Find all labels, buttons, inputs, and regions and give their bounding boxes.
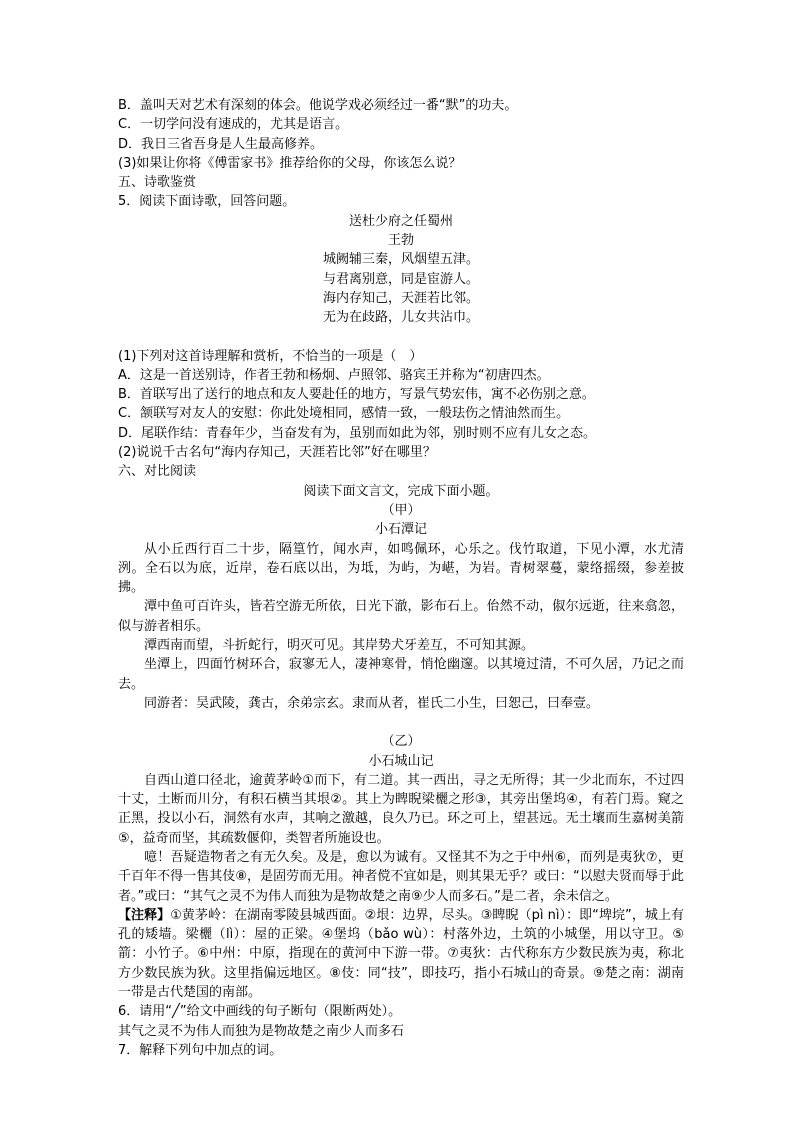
jia-paragraph: 坐潭上，四面竹树环合，寂寥无人，凄神寒骨，悄怆幽邃。以其境过清，不可久居，乃记之而去。 — [118, 657, 684, 692]
poem-author: 王勃 — [387, 233, 414, 249]
poem-line: 无为在歧路，儿女共沾巾。 — [322, 310, 479, 326]
reading-intro: 阅读下面文言文，完成下面小题。 — [303, 483, 499, 499]
jia-paragraph: 潭西南而望，斗折蛇行，明灭可见。其岸势犬牙差互，不可知其源。 — [144, 638, 535, 654]
spacer — [118, 328, 684, 347]
poem-option-b: B．首联写出了送行的地点和友人要赴任的地方，写景气势宏伟，寓不必伤别之意。 — [118, 387, 595, 403]
jia-paragraph: 从小丘西行百二十步，隔篁竹，闻水声，如鸣佩环，心乐之。伐竹取道，下见小潭，水尤清洌。全石以为底，近岸，卷石底以出，为坻，为屿，为嵁，为岩。青树翠蔓，蒙络摇缀，参差披拂。 — [118, 541, 684, 596]
notes-heading: 【注释】 — [118, 907, 171, 923]
option-d: D．我日三省吾身是人生最高修养。 — [118, 136, 324, 152]
section-five-heading: 五、诗歌鉴赏 — [118, 175, 197, 191]
question-6: 6．请用“╱”给文中画线的句子断句（限断两处）。 — [118, 1004, 402, 1020]
annotation-notes — [118, 906, 684, 1002]
question-7: 7．解释下列句中加点的词。 — [118, 1042, 283, 1058]
question-5-2: (2)说说千古名句“海内存知己，天涯若比邻”好在哪里？ — [118, 445, 436, 461]
text-jia-title: 小石潭记 — [374, 522, 427, 538]
section-six-heading: 六、对比阅读 — [118, 464, 197, 480]
question-6-sentence: 其气之灵不为伟人而独为是物故楚之南少人而多石 — [118, 1023, 405, 1039]
question-3: (3)如果让你将《傅雷家书》推荐给你的父母，你该怎么说？ — [118, 155, 462, 171]
poem-option-c: C．颔联写对友人的安慰：你此处境相同，感情一致，一般珐伤之情油然而生。 — [118, 406, 570, 422]
poem-line: 与君离别意，同是宦游人。 — [322, 271, 479, 287]
poem-line: 海内存知己，天涯若比邻。 — [322, 290, 479, 306]
yi-paragraph: 噫！吾疑造物者之有无久矣。及是，愈以为诚有。又怪其不为之于中州⑥，而列是夷狄⑦，更千百年不得一售其伎⑧，是固劳而无用。神者傥不宜如是，则其果无乎？或曰：“以慰夫贤而辱于此者。”或曰：“其气之灵不为伟人而独为是物故楚之南⑨少人而多石。”是二者，余未信之。 — [118, 849, 684, 904]
jia-paragraph: 同游者：吴武陵，龚古，余弟宗玄。隶而从者，崔氏二小生，曰恕己，曰奉壹。 — [144, 695, 600, 711]
option-c: C．一切学问没有速成的，尤其是语言。 — [118, 117, 349, 133]
text-jia-label: （甲） — [381, 502, 421, 518]
poem-option-a: A．这是一首送别诗，作者王勃和杨炯、卢照邻、骆宾王并称为“初唐四杰。 — [118, 367, 550, 383]
question-5-1: (1)下列对这首诗理解和赏析，不恰当的一项是（ ） — [118, 348, 423, 364]
document-page — [118, 96, 684, 1060]
question-5: 5．阅读下面诗歌，回答问题。 — [118, 194, 296, 210]
poem-option-d: D．尾联作结：青春年少，当奋发有为，虽别而如此为邻，别时则不应有儿女之态。 — [118, 425, 597, 441]
poem-line: 城阙辅三秦，风烟望五津。 — [322, 252, 479, 268]
option-b: B．盖叫天对艺术有深刻的体会。他说学戏必须经过一番“默”的功夫。 — [118, 98, 518, 113]
text-yi-title: 小石城山记 — [368, 753, 434, 769]
poem-title: 送杜少府之任蜀州 — [348, 213, 453, 229]
notes-text: ①黄茅岭：在湖南零陵县城西面。②垠：边界，尽头。③睥睨（pì nì）：即“埤垸”，城上有孔的矮墙。梁欐（lì）：屋的正梁。④堡坞（bǎo wù）：村落外边，土筑的小城堡，用以守卫。⑤箭：小竹子。⑥中州：中原，指现在的黄河中下游一带。⑦夷狄：古代称东方少数民族为夷，称北方少数民族为狄。这里指偏远地区。⑧伎：同“技”，即技巧，指小石城山的奇景。⑨楚之南：湖南一带是古代楚国的南部。 — [118, 907, 684, 1001]
text-yi-label: （乙） — [381, 734, 421, 750]
spacer — [118, 713, 684, 732]
yi-paragraph: 自西山道口径北，逾黄茅岭①而下，有二道。其一西出，寻之无所得；其一少北而东，不过四十丈，土断而川分，有积石横当其垠②。其上为睥睨梁欐之形③，其旁出堡坞④，有若门焉。窥之正黑，投以小石，洞然有水声，其响之激越，良久乃已。环之可上，望甚远。无土壤而生嘉树美箭⑤，益奇而坚，其疏数偃仰，类智者所施设也。 — [118, 772, 684, 846]
jia-paragraph: 潭中鱼可百许头，皆若空游无所依，日光下澈，影布石上。佁然不动，俶尔远逝，往来翕忽，似与游者相乐。 — [118, 599, 684, 634]
